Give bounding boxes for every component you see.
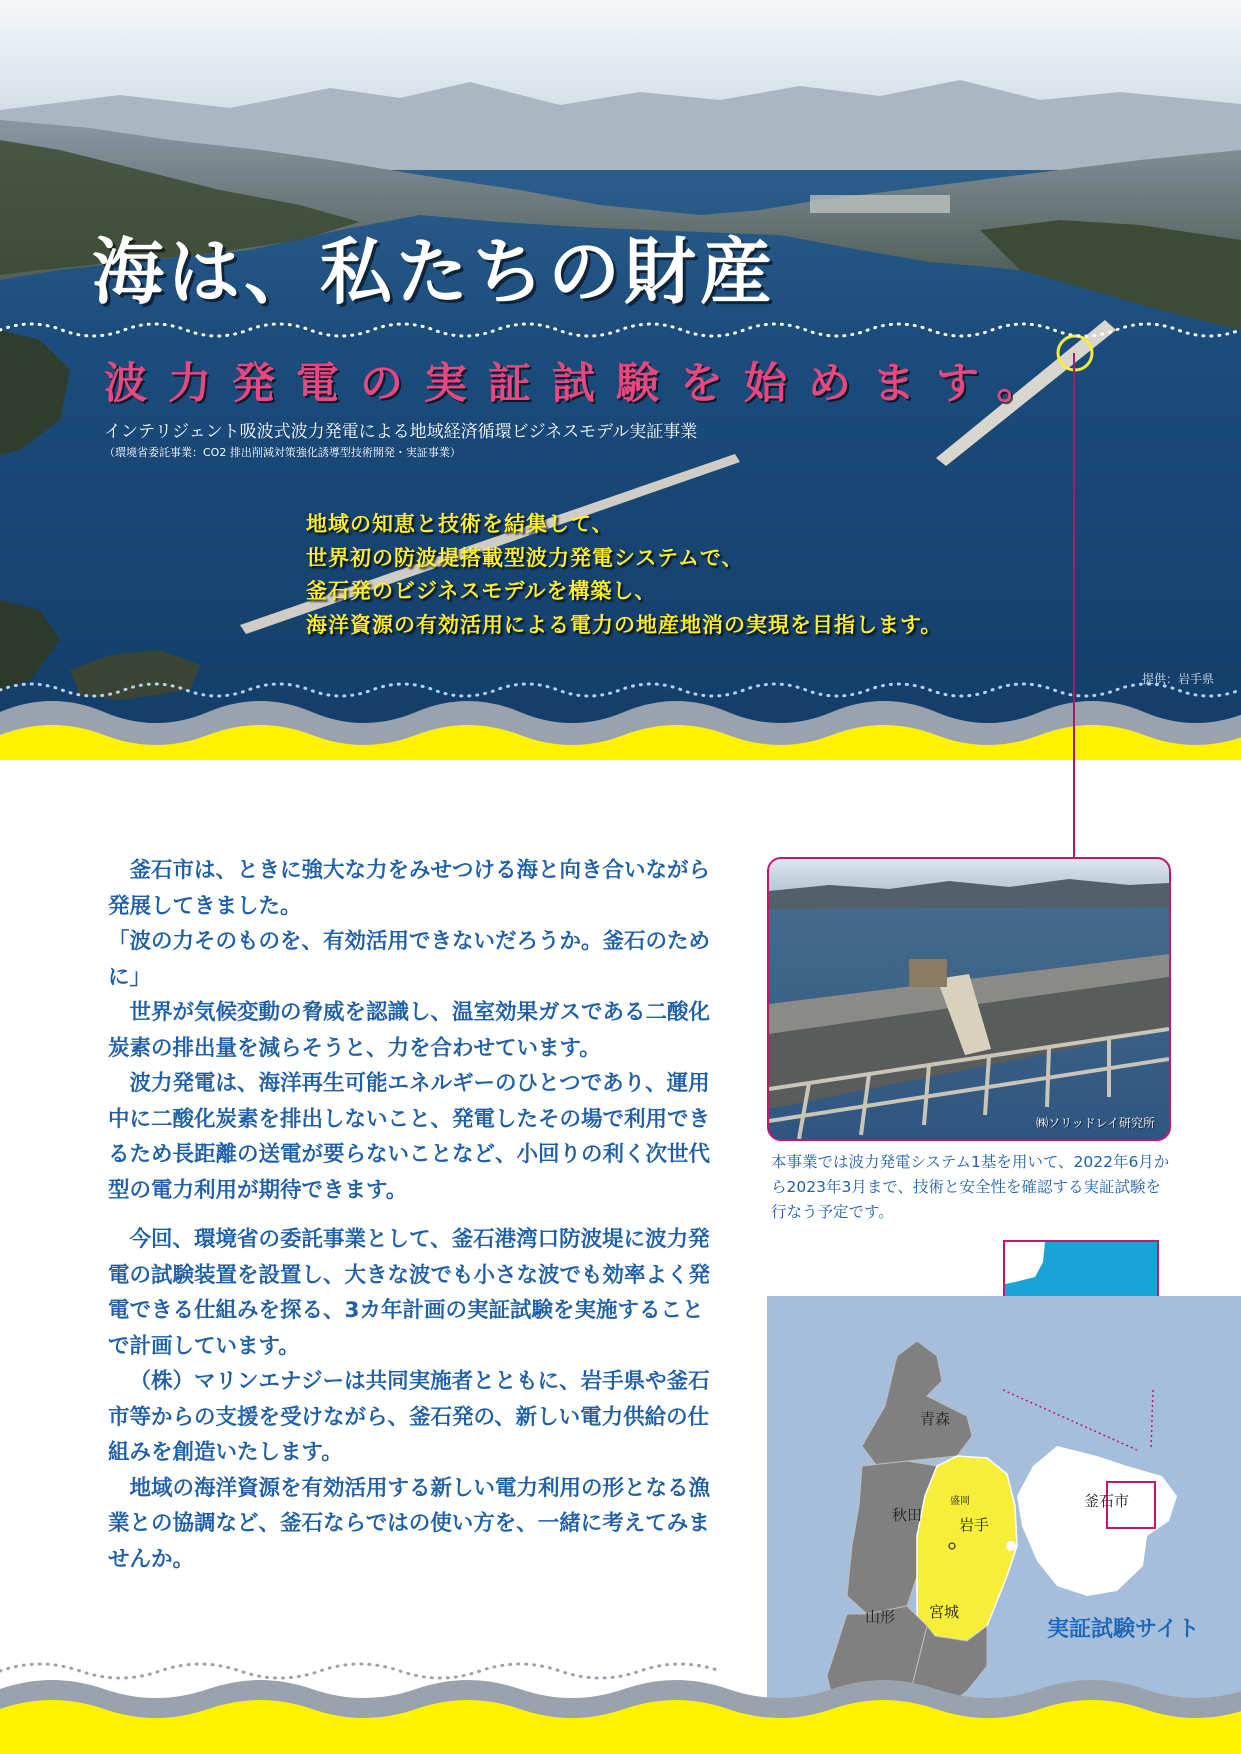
body-paragraph: 今回、環境省の委託事業として、釜石港湾口防波堤に波力発電の試験装置を設置し、大きな波でも小さな波でも効率よく発電できる仕組みを探る、3カ年計画の実証試験を実施することで計画しています。 <box>108 1227 711 1359</box>
leader-line <box>1073 353 1075 858</box>
map-label-miyagi: 宮城 <box>929 1603 960 1621</box>
map-label-kamaishi-city: 釜石市 <box>1084 1492 1130 1510</box>
body-quote: 「波の力そのものを、有効活用できないだろうか。釜石のために」 <box>108 929 711 990</box>
subtitle: 波力発電の実証試験を始めます。 <box>104 359 1061 409</box>
map-label-iwate: 岩手 <box>959 1516 990 1534</box>
main-title: 海は、私たちの財産 <box>92 230 777 314</box>
body-paragraph: （株）マリンエナジーは共同実施者とともに、岩手県や釜石市等からの支援を受けながら、釜石発の、新しい電力供給の仕組みを創造いたします。 <box>108 1369 710 1465</box>
mission-line: 海洋資源の有効活用による電力の地産地消の実現を目指します。 <box>306 612 943 637</box>
map-label-morioka: 盛岡 <box>950 1496 970 1507</box>
render-credit: ㈱ソリッドレイ研究所 <box>1036 1116 1155 1130</box>
render-caption: 本事業では波力発電システム1基を用いて、2022年6月から2023年3月まで、技術と安全性を確認する実証試験を行なう予定です。 <box>771 1153 1170 1221</box>
body-paragraph: 世界が気候変動の脅威を認識し、温室効果ガスである二酸化炭素の排出量を減らそうと、力を合わせています。 <box>108 1000 711 1061</box>
hero-section <box>0 0 1241 760</box>
photo-credit: 提供：岩手県 <box>1142 672 1215 686</box>
body-paragraph: 地域の海洋資源を有効活用する新しい電力利用の形となる漁業との協調など、釜石ならではの使い方を、一緒に考えてみませんか。 <box>108 1475 711 1572</box>
wave-power-device-render <box>767 857 1171 1141</box>
map-label-yamagata: 山形 <box>865 1608 896 1626</box>
test-site-label: 実証試験サイト <box>1047 1617 1200 1642</box>
map-label-akita: 秋田 <box>892 1506 923 1524</box>
mission-statement <box>306 508 942 642</box>
body-paragraph: 波力発電は、海洋再生可能エネルギーのひとつであり、運用中に二酸化炭素を排出しないこと、発電したその場で利用できるため長距離の送電が要らないことなど、小回りの利く次世代型の電力利用が期待できます。 <box>108 1071 711 1203</box>
mission-line: 地域の知恵と技術を結集して、 <box>306 512 614 536</box>
mission-line: 釜石発のビジネスモデルを構築し、 <box>306 579 657 603</box>
mission-line: 世界初の防波堤搭載型波力発電システムで、 <box>306 545 744 570</box>
body-paragraph: 釜石市は、ときに強大な力をみせつける海と向き合いながら発展してきました。 <box>108 858 711 919</box>
map-label-aomori: 青森 <box>920 1410 951 1428</box>
project-note: （環境省委託事業：CO2 排出削減対策強化誘導型技術開発・実証事業） <box>104 446 461 459</box>
project-name: インテリジェント吸波式波力発電による地域経済循環ビジネスモデル実証事業 <box>104 422 698 442</box>
bottom-wave-decoration <box>0 1645 1241 1754</box>
body-copy <box>108 853 723 1577</box>
render-illustration <box>769 859 1169 1139</box>
